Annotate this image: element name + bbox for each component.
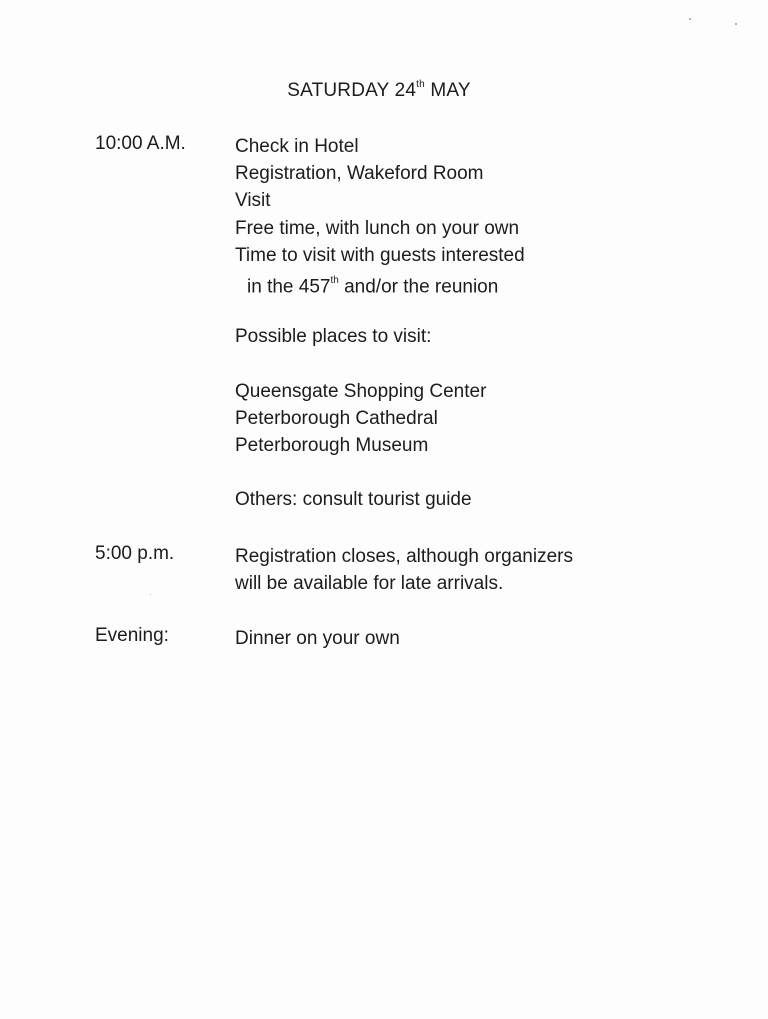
schedule-line: Registration, Wakeford Room (235, 163, 484, 185)
schedule-line: Dinner on your own (235, 628, 400, 649)
schedule-line: Visit (235, 190, 271, 212)
place-item: Peterborough Cathedral (235, 407, 438, 429)
places-heading: Possible places to visit: (235, 326, 432, 348)
schedule-line: Free time, with lunch on your own (235, 217, 520, 239)
title-month: MAY (424, 80, 471, 101)
reunion-text: in the 457 (247, 276, 331, 298)
scan-speck (150, 594, 151, 595)
scan-speck (735, 23, 737, 25)
schedule-line: Registration closes, although organizers (235, 546, 573, 567)
others-note: Others: consult tourist guide (235, 489, 472, 511)
title-superscript: th (416, 78, 425, 90)
reunion-text-end: and/or the reunion (338, 276, 499, 298)
place-item: Peterborough Museum (235, 435, 429, 457)
time-morning: 10:00 A.M. (95, 133, 186, 154)
spacer (235, 459, 715, 486)
time-evening: Evening: (95, 625, 169, 646)
schedule-line: Check in Hotel (235, 136, 359, 157)
morning-schedule (235, 133, 715, 514)
spacer (235, 351, 715, 378)
spacer (235, 296, 715, 323)
reunion-superscript: th (330, 274, 339, 286)
page-title (0, 80, 758, 102)
afternoon-schedule (235, 543, 715, 597)
title-text: SATURDAY 24 (287, 80, 417, 101)
time-afternoon: 5:00 p.m. (95, 543, 175, 564)
schedule-line-reunion (235, 269, 715, 296)
schedule-line: Time to visit with guests interested (235, 244, 525, 266)
scan-speck (689, 18, 691, 20)
schedule-line: will be available for late arrivals. (235, 573, 504, 595)
place-item: Queensgate Shopping Center (235, 380, 487, 402)
evening-schedule (235, 625, 715, 652)
